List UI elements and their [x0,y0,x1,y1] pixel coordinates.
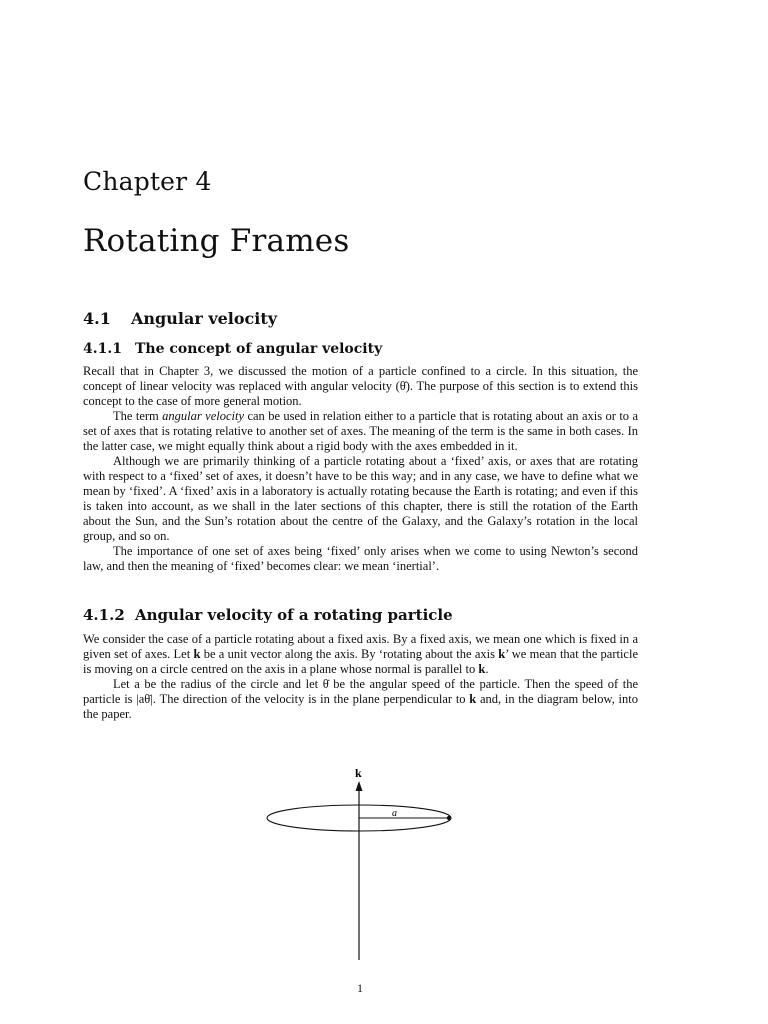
vector-symbol: k [478,662,486,676]
rotation-diagram [250,760,470,970]
subsection-number: 4.1.1 [83,341,122,357]
vector-symbol: k [193,647,201,661]
text-run: Let a be the radius of the circle and let θ̇ be the angular speed of the particle. Then the speed of the particle is |aθ̇|. The direction of the velocity is in the plane perpendicular to [83,677,638,706]
paragraph [83,677,638,722]
axis-arrowhead [356,781,363,791]
vector-symbol: k [498,647,506,661]
section-number: 4.1 [83,309,111,328]
radius-label: a [392,808,397,819]
page-number: 1 [357,981,363,995]
text-run: We consider the case of a particle rotating about a fixed axis. By a fixed axis, we mean one which is fixed in a given set of axes. Let [83,632,638,661]
particle [447,816,451,820]
text-run: can be used in relation either to a particle that is rotating about an axis or to a set of axes that is rotating relative to another set of axes. The meaning of the term is the same in both cases. In the latter case, we might equally think about a rigid body with the axes embedded in it. [83,409,639,453]
subsection-number: 4.1.2 [83,606,125,624]
chapter-title: Rotating Frames [83,223,350,259]
subsection-heading-4-1-1 [83,341,382,357]
paragraph [83,632,638,677]
section-heading-4-1 [83,309,277,328]
text-run: ’ we mean that the particle is moving on a circle centred on the axis in a plane whose normal is parallel to [83,647,639,676]
axis-label: k [355,766,362,780]
text-run: and, in the diagram below, into the paper. [83,692,638,721]
text-run: be a unit vector along the axis. By ‘rotating about the axis [200,647,499,661]
paragraph [83,409,638,454]
section-title: Angular velocity [131,309,278,328]
paragraph: Although we are primarily thinking of a particle rotating about a ‘fixed’ axis, or axes that are rotating with respect to a ‘fixed’ set of axes, it doesn’t have to be this way; and in any case, we have to define what we mean by ‘fixed’. A ‘fixed’ axis in a laboratory is actually rotating because the Earth is rotating; and even if this is taken into account, as we shall in the later sections of this chapter, there is still the rotation of the Earth about the Sun, and the Sun’s rotation about the centre of the Galaxy, and the Galaxy’s rotation in the local group, and so on. [83,454,638,543]
text-run: The term [113,409,163,423]
subsection-title: Angular velocity of a rotating particle [135,606,453,624]
subsection-heading-4-1-2 [83,606,453,624]
subsection-title: The concept of angular velocity [135,341,383,357]
paragraph: Recall that in Chapter 3, we discussed the motion of a particle confined to a circle. In this situation, the concept of linear velocity was replaced with angular velocity (θ̇). The purpose of this section is to extend this concept to the case of more general motion. [83,364,638,408]
emphasis: angular velocity [162,409,245,423]
text-run: . [485,662,489,676]
chapter-label: Chapter 4 [83,167,212,196]
paragraph: The importance of one set of axes being ‘fixed’ only arises when we come to using Newton’s second law, and then the meaning of ‘fixed’ becomes clear: we mean ‘inertial’. [83,544,638,573]
subsection-4-1-2-body [83,632,638,722]
subsection-4-1-1-body [83,364,638,574]
vector-symbol: k [469,692,477,706]
